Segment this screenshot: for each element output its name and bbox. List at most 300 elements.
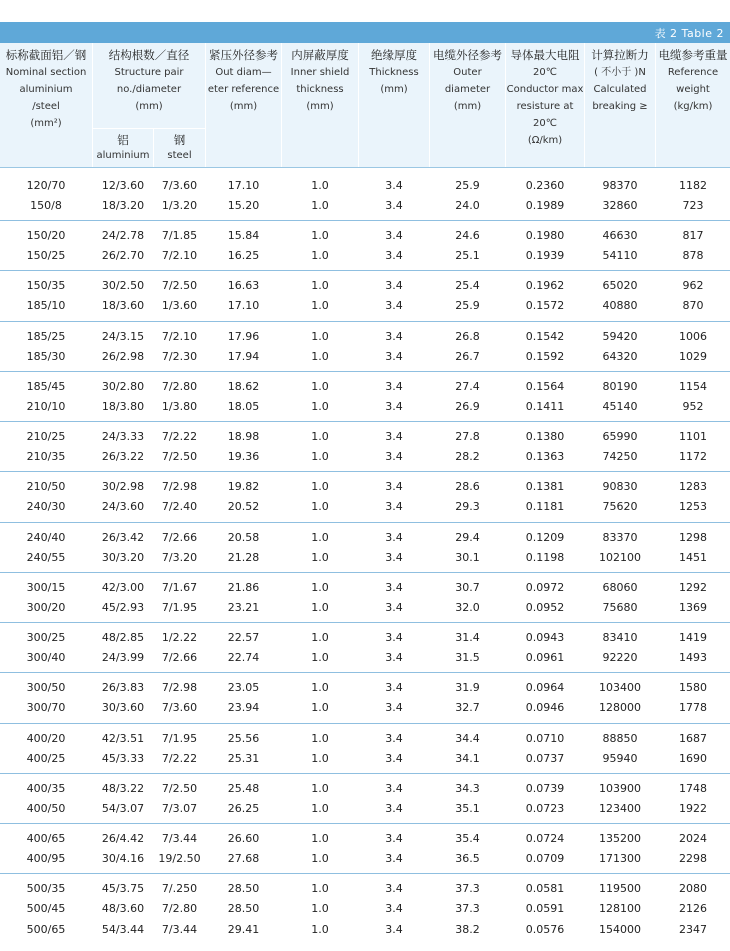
table-cell: 0.1572 bbox=[525, 299, 565, 313]
table-cell: 38.2 bbox=[455, 922, 480, 936]
table-cell: 171300 bbox=[599, 852, 641, 866]
table-cell: 7/2.10 bbox=[161, 249, 198, 263]
table-cell: 92220 bbox=[602, 651, 638, 665]
header-reference-weight-en-2: weight bbox=[676, 84, 710, 95]
table-cell: 98370 bbox=[602, 179, 638, 192]
header-out-diameter-ref-en-3: (mm) bbox=[229, 101, 258, 112]
table-cell: 1.0 bbox=[311, 882, 329, 895]
table-cell: 2298 bbox=[679, 852, 707, 866]
table-cell: 7/2.50 bbox=[161, 279, 198, 292]
header-conductor-resistance bbox=[506, 43, 584, 167]
table-cell: 135200 bbox=[599, 832, 641, 845]
table-cell: 300/70 bbox=[26, 701, 66, 715]
table-cell: 119500 bbox=[599, 882, 641, 895]
table-cell: 45140 bbox=[602, 400, 638, 414]
table-cell: 15.84 bbox=[227, 229, 260, 242]
header-out-diameter-ref-en-1: Out diam— bbox=[215, 67, 272, 78]
table-cell: 3.4 bbox=[385, 701, 403, 715]
table-cell: 7/3.20 bbox=[161, 551, 198, 565]
table-cell: 3.4 bbox=[385, 531, 403, 544]
table-cell: 24/3.33 bbox=[101, 430, 145, 443]
table-cell: 0.1380 bbox=[525, 430, 565, 443]
table-cell: 3.4 bbox=[385, 430, 403, 443]
table-cell: 500/45 bbox=[26, 902, 66, 916]
table-cell: 1.0 bbox=[311, 581, 329, 594]
header-out-diameter-ref-en-2: eter reference bbox=[207, 84, 280, 95]
table-cell: 0.0946 bbox=[525, 701, 565, 715]
table-cell: 0.1209 bbox=[525, 531, 565, 544]
table-cell: 952 bbox=[682, 400, 704, 414]
table-cell: 7/3.44 bbox=[161, 832, 198, 845]
header-breaking-force-en-3: breaking ≥ bbox=[592, 101, 648, 112]
table-cell: 0.0972 bbox=[525, 581, 565, 594]
table-cell: 30.1 bbox=[455, 551, 480, 565]
table-cell: 19.82 bbox=[227, 480, 260, 493]
table-row bbox=[0, 347, 730, 367]
table-cell: 0.0581 bbox=[525, 882, 565, 895]
table-cell: 35.1 bbox=[455, 802, 480, 816]
table-cell: 7/2.50 bbox=[161, 450, 198, 464]
table-cell: 1.0 bbox=[311, 902, 329, 916]
table-cell: 1/3.60 bbox=[161, 299, 198, 313]
table-cell: 185/45 bbox=[26, 380, 66, 393]
table-cell: 3.4 bbox=[385, 279, 403, 292]
table-cell: 128000 bbox=[599, 701, 641, 715]
table-cell: 18/3.60 bbox=[101, 299, 145, 313]
group-divider bbox=[0, 723, 730, 724]
header-structure-zh: 结构根数／直径 bbox=[108, 48, 190, 62]
table-cell: 1493 bbox=[679, 651, 707, 665]
header-inner-shield-en-1: Inner shield bbox=[290, 67, 350, 78]
table-cell: 18.62 bbox=[227, 380, 260, 393]
table-cell: 0.0964 bbox=[525, 681, 565, 694]
table-cell: 0.0943 bbox=[525, 631, 565, 644]
table-cell: 1182 bbox=[679, 179, 707, 192]
table-cell: 15.20 bbox=[227, 199, 260, 213]
table-cell: 7/2.22 bbox=[161, 752, 198, 766]
table-cell: 0.0724 bbox=[525, 832, 565, 845]
table-cell: 40880 bbox=[602, 299, 638, 313]
table-cell: 26.60 bbox=[227, 832, 260, 845]
header-nominal-section-en-1: Nominal section bbox=[5, 67, 87, 78]
table-cell: 24/3.15 bbox=[101, 330, 145, 343]
table-cell: 500/65 bbox=[26, 922, 66, 936]
table-cell: 45/3.75 bbox=[101, 882, 145, 895]
table-cell: 30/2.50 bbox=[101, 279, 145, 292]
table-cell: 3.4 bbox=[385, 480, 403, 493]
table-cell: 17.10 bbox=[227, 179, 260, 192]
table-cell: 1.0 bbox=[311, 681, 329, 694]
table-row bbox=[0, 578, 730, 598]
table-cell: 75620 bbox=[602, 500, 638, 514]
table-cell: 0.1198 bbox=[525, 551, 565, 565]
table-cell: 3.4 bbox=[385, 450, 403, 464]
table-cell: 1/3.80 bbox=[161, 400, 198, 414]
table-cell: 18/3.80 bbox=[101, 400, 145, 414]
table-cell: 0.1181 bbox=[525, 500, 565, 514]
table-cell: 26/2.70 bbox=[101, 249, 145, 263]
header-structure bbox=[93, 43, 205, 128]
table-cell: 7/3.60 bbox=[161, 179, 198, 192]
table-cell: 29.3 bbox=[455, 500, 480, 514]
table-cell: 32.0 bbox=[455, 601, 480, 615]
header-sub-steel-zh: 钢 bbox=[173, 133, 186, 147]
table-cell: 1/3.20 bbox=[161, 199, 198, 213]
table-cell: 210/25 bbox=[26, 430, 66, 443]
table-cell: 300/50 bbox=[26, 681, 66, 694]
table-cell: 1.0 bbox=[311, 450, 329, 464]
table-row bbox=[0, 276, 730, 296]
table-cell: 19.36 bbox=[227, 450, 260, 464]
group-divider bbox=[0, 220, 730, 221]
table-cell: 32.7 bbox=[455, 701, 480, 715]
table-row bbox=[0, 226, 730, 246]
table-cell: 7/2.40 bbox=[161, 500, 198, 514]
header-nominal-section bbox=[0, 43, 92, 167]
table-cell: 30.7 bbox=[455, 581, 480, 594]
header-sub-aluminium bbox=[93, 128, 153, 167]
table-cell: 30/3.20 bbox=[101, 551, 145, 565]
table-cell: 0.1980 bbox=[525, 229, 565, 242]
table-cell: 18.98 bbox=[227, 430, 260, 443]
table-cell: 0.2360 bbox=[525, 179, 565, 192]
table-cell: 3.4 bbox=[385, 500, 403, 514]
table-cell: 210/35 bbox=[26, 450, 66, 464]
header-insulation-thickness-en-2: (mm) bbox=[380, 84, 408, 95]
table-cell: 1.0 bbox=[311, 229, 329, 242]
table-cell: 25.48 bbox=[227, 782, 260, 795]
table-cell: 36.5 bbox=[455, 852, 480, 866]
table-cell: 7/2.22 bbox=[161, 430, 198, 443]
header-nominal-section-en-4: (mm²) bbox=[30, 118, 62, 129]
table-cell: 150/20 bbox=[26, 229, 66, 242]
table-cell: 48/3.22 bbox=[101, 782, 145, 795]
header-nominal-section-zh: 标称截面铝／钢 bbox=[5, 48, 87, 62]
header-outer-diameter-zh: 电缆外径参考 bbox=[433, 48, 502, 62]
table-cell: 20.58 bbox=[227, 531, 260, 544]
table-cell: 0.0710 bbox=[525, 732, 565, 745]
table-row bbox=[0, 497, 730, 517]
table-cell: 0.0739 bbox=[525, 782, 565, 795]
table-cell: 123400 bbox=[599, 802, 641, 816]
table-cell: 1154 bbox=[679, 380, 707, 393]
group-divider bbox=[0, 522, 730, 523]
table-cell: 400/25 bbox=[26, 752, 66, 766]
header-conductor-resistance-en-2: Conductor max bbox=[506, 84, 584, 95]
table-row bbox=[0, 598, 730, 618]
table-cell: 3.4 bbox=[385, 551, 403, 565]
header-breaking-force-zh: 计算拉断力 bbox=[591, 48, 649, 62]
table-cell: 19/2.50 bbox=[158, 852, 201, 866]
group-divider bbox=[0, 321, 730, 322]
table-cell: 1.0 bbox=[311, 380, 329, 393]
group-divider bbox=[0, 572, 730, 573]
table-cell: 400/20 bbox=[26, 732, 66, 745]
table-cell: 3.4 bbox=[385, 350, 403, 364]
header-breaking-force-en-1: ( 不小于 )N bbox=[594, 67, 646, 78]
table-cell: 24/3.60 bbox=[101, 500, 145, 514]
table-cell: 83410 bbox=[602, 631, 638, 644]
table-cell: 1029 bbox=[679, 350, 707, 364]
table-cell: 27.68 bbox=[227, 852, 260, 866]
table-cell: 400/95 bbox=[26, 852, 66, 866]
table-row bbox=[0, 427, 730, 447]
group-divider bbox=[0, 371, 730, 372]
table-row bbox=[0, 296, 730, 316]
table-cell: 962 bbox=[682, 279, 704, 292]
table-cell: 25.1 bbox=[455, 249, 480, 263]
table-cell: 31.9 bbox=[455, 681, 480, 694]
table-cell: 28.50 bbox=[227, 882, 260, 895]
table-cell: 1.0 bbox=[311, 531, 329, 544]
table-cell: 30/2.98 bbox=[101, 480, 145, 493]
table-cell: 17.94 bbox=[227, 350, 260, 364]
table-cell: 21.86 bbox=[227, 581, 260, 594]
table-cell: 1.0 bbox=[311, 782, 329, 795]
table-cell: 150/25 bbox=[26, 249, 66, 263]
table-cell: 26/3.83 bbox=[101, 681, 145, 694]
table-cell: 64320 bbox=[602, 350, 638, 364]
table-cell: 26/3.22 bbox=[101, 450, 145, 464]
table-cell: 1.0 bbox=[311, 631, 329, 644]
group-divider bbox=[0, 270, 730, 271]
table-cell: 7/2.10 bbox=[161, 330, 198, 343]
table-cell: 3.4 bbox=[385, 681, 403, 694]
table-cell: 30/3.60 bbox=[101, 701, 145, 715]
table-cell: 17.96 bbox=[227, 330, 260, 343]
table-cell: 30/4.16 bbox=[101, 852, 145, 866]
table-row bbox=[0, 397, 730, 417]
table-row bbox=[0, 698, 730, 718]
table-row bbox=[0, 920, 730, 940]
table-row bbox=[0, 377, 730, 397]
table-cell: 1.0 bbox=[311, 732, 329, 745]
table-cell: 0.1363 bbox=[525, 450, 565, 464]
table-row bbox=[0, 799, 730, 819]
table-cell: 45/3.33 bbox=[101, 752, 145, 766]
table-cell: 400/65 bbox=[26, 832, 66, 845]
table-cell: 1292 bbox=[679, 581, 707, 594]
table-row bbox=[0, 899, 730, 919]
header-outer-diameter-en-1: Outer diameter bbox=[444, 67, 491, 95]
table-cell: 7/2.98 bbox=[161, 480, 198, 493]
table-cell: 150/35 bbox=[26, 279, 66, 292]
table-cell: 1748 bbox=[679, 782, 707, 795]
table-cell: 74250 bbox=[602, 450, 638, 464]
table-cell: 3.4 bbox=[385, 852, 403, 866]
table-row bbox=[0, 879, 730, 899]
table-cell: 7/3.44 bbox=[161, 922, 198, 936]
table-cell: 26.8 bbox=[455, 330, 480, 343]
table-cell: 1006 bbox=[679, 330, 707, 343]
table-row bbox=[0, 678, 730, 698]
table-cell: 0.1542 bbox=[525, 330, 565, 343]
table-cell: 48/2.85 bbox=[101, 631, 145, 644]
table-cell: 23.21 bbox=[227, 601, 260, 615]
header-structure-en-2: no./diameter bbox=[116, 84, 182, 95]
header-reference-weight-zh: 电缆参考重量 bbox=[658, 48, 728, 62]
table-cell: 7/2.66 bbox=[161, 651, 198, 665]
table-cell: 90830 bbox=[602, 480, 638, 493]
table-cell: 0.1989 bbox=[525, 199, 565, 213]
table-cell: 7/.250 bbox=[161, 882, 198, 895]
table-row bbox=[0, 729, 730, 749]
table-cell: 30/2.80 bbox=[101, 380, 145, 393]
table-cell: 210/50 bbox=[26, 480, 66, 493]
header-sub-steel-en: steel bbox=[167, 150, 192, 161]
header-structure-en-3: (mm) bbox=[135, 101, 163, 112]
table-cell: 7/2.98 bbox=[161, 681, 198, 694]
table-cell: 1.0 bbox=[311, 480, 329, 493]
table-cell: 35.4 bbox=[455, 832, 480, 845]
header-reference-weight-en-3: (kg/km) bbox=[673, 101, 713, 112]
table-cell: 1.0 bbox=[311, 752, 329, 766]
table-cell: 300/20 bbox=[26, 601, 66, 615]
table-cell: 185/25 bbox=[26, 330, 66, 343]
table-cell: 24/3.99 bbox=[101, 651, 145, 665]
table-cell: 42/3.00 bbox=[101, 581, 145, 594]
table-cell: 7/2.80 bbox=[161, 902, 198, 916]
header-inner-shield-en-3: (mm) bbox=[306, 101, 334, 112]
table-cell: 300/40 bbox=[26, 651, 66, 665]
table-cell: 817 bbox=[682, 229, 704, 242]
table-cell: 17.10 bbox=[227, 299, 260, 313]
table-cell: 240/40 bbox=[26, 531, 66, 544]
table-cell: 31.4 bbox=[455, 631, 480, 644]
table-cell: 1.0 bbox=[311, 299, 329, 313]
table-cell: 3.4 bbox=[385, 631, 403, 644]
table-cell: 0.1962 bbox=[525, 279, 565, 292]
header-sub-aluminium-en: aluminium bbox=[96, 150, 150, 161]
table-cell: 54110 bbox=[602, 249, 638, 263]
table-cell: 400/35 bbox=[26, 782, 66, 795]
table-cell: 103900 bbox=[599, 782, 641, 795]
table-cell: 1.0 bbox=[311, 199, 329, 213]
header-outer-diameter bbox=[430, 43, 505, 167]
table-row bbox=[0, 849, 730, 869]
table-cell: 26/4.42 bbox=[101, 832, 145, 845]
header-sub-steel bbox=[154, 128, 205, 167]
table-cell: 210/10 bbox=[26, 400, 66, 414]
table-cell: 23.94 bbox=[227, 701, 260, 715]
table-cell: 3.4 bbox=[385, 581, 403, 594]
table-cell: 1253 bbox=[679, 500, 707, 514]
table-cell: 3.4 bbox=[385, 179, 403, 192]
table-cell: 27.8 bbox=[455, 430, 480, 443]
table-cell: 28.50 bbox=[227, 902, 260, 916]
table-cell: 103400 bbox=[599, 681, 641, 694]
table-cell: 16.63 bbox=[227, 279, 260, 292]
table-cell: 1172 bbox=[679, 450, 707, 464]
table-cell: 7/2.50 bbox=[161, 782, 198, 795]
table-cell: 3.4 bbox=[385, 732, 403, 745]
table-cell: 25.9 bbox=[455, 299, 480, 313]
table-cell: 3.4 bbox=[385, 299, 403, 313]
table-cell: 18/3.20 bbox=[101, 199, 145, 213]
group-divider bbox=[0, 823, 730, 824]
table-cell: 45/2.93 bbox=[101, 601, 145, 615]
table-cell: 3.4 bbox=[385, 330, 403, 343]
table-cell: 24.6 bbox=[455, 229, 480, 242]
table-cell: 29.4 bbox=[455, 531, 480, 544]
header-conductor-resistance-en-1: 20℃ bbox=[533, 67, 557, 78]
table-cell: 1.0 bbox=[311, 651, 329, 665]
header-breaking-force bbox=[585, 43, 655, 167]
table-cell: 28.6 bbox=[455, 480, 480, 493]
table-cell: 1580 bbox=[679, 681, 707, 694]
table-cell: 28.2 bbox=[455, 450, 480, 464]
table-cell: 80190 bbox=[602, 380, 638, 393]
header-insulation-thickness-zh: 绝缘厚度 bbox=[371, 48, 417, 62]
table-cell: 27.4 bbox=[455, 380, 480, 393]
table-cell: 68060 bbox=[602, 581, 638, 594]
table-cell: 25.9 bbox=[455, 179, 480, 192]
header-out-diameter-ref bbox=[206, 43, 281, 167]
table-cell: 723 bbox=[682, 199, 704, 213]
table-cell: 26/2.98 bbox=[101, 350, 145, 364]
table-cell: 2024 bbox=[679, 832, 707, 845]
table-row bbox=[0, 779, 730, 799]
header-conductor-resistance-en-5: (Ω/km) bbox=[527, 135, 563, 146]
header-inner-shield bbox=[282, 43, 358, 167]
table-cell: 1.0 bbox=[311, 330, 329, 343]
group-divider bbox=[0, 471, 730, 472]
table-cell: 20.52 bbox=[227, 500, 260, 514]
table-cell: 12/3.60 bbox=[101, 179, 145, 192]
table-cell: 400/50 bbox=[26, 802, 66, 816]
table-cell: 0.1381 bbox=[525, 480, 565, 493]
table-cell: 26/3.42 bbox=[101, 531, 145, 544]
table-cell: 3.4 bbox=[385, 802, 403, 816]
table-cell: 0.0952 bbox=[525, 601, 565, 615]
table-cell: 7/3.60 bbox=[161, 701, 198, 715]
table-row bbox=[0, 749, 730, 769]
table-cell: 1101 bbox=[679, 430, 707, 443]
table-cell: 37.3 bbox=[455, 902, 480, 916]
table-row bbox=[0, 548, 730, 568]
table-cell: 1.0 bbox=[311, 400, 329, 414]
table-cell: 24.0 bbox=[455, 199, 480, 213]
table-row bbox=[0, 176, 730, 196]
header-structure-en-1: Structure pair bbox=[114, 67, 184, 78]
table-cell: 240/30 bbox=[26, 500, 66, 514]
table-cell: 3.4 bbox=[385, 199, 403, 213]
table-cell: 1922 bbox=[679, 802, 707, 816]
table-cell: 7/1.67 bbox=[161, 581, 198, 594]
table-cell: 88850 bbox=[602, 732, 638, 745]
table-cell: 1.0 bbox=[311, 430, 329, 443]
table-cell: 0.0737 bbox=[525, 752, 565, 766]
table-cell: 22.57 bbox=[227, 631, 260, 644]
table-cell: 37.3 bbox=[455, 882, 480, 895]
table-cell: 120/70 bbox=[26, 179, 66, 192]
table-cell: 26.25 bbox=[227, 802, 260, 816]
table-row bbox=[0, 327, 730, 347]
group-divider bbox=[0, 421, 730, 422]
table-cell: 26.7 bbox=[455, 350, 480, 364]
table-cell: 18.05 bbox=[227, 400, 260, 414]
table-cell: 48/3.60 bbox=[101, 902, 145, 916]
table-cell: 0.0961 bbox=[525, 651, 565, 665]
table-cell: 29.41 bbox=[227, 922, 260, 936]
table-cell: 7/3.07 bbox=[161, 802, 198, 816]
header-outer-diameter-en-2: (mm) bbox=[453, 101, 482, 112]
table-cell: 46630 bbox=[602, 229, 638, 242]
table-cell: 23.05 bbox=[227, 681, 260, 694]
table-cell: 1/2.22 bbox=[161, 631, 198, 644]
table-cell: 3.4 bbox=[385, 229, 403, 242]
header-nominal-section-en-2: aluminium bbox=[19, 84, 73, 95]
